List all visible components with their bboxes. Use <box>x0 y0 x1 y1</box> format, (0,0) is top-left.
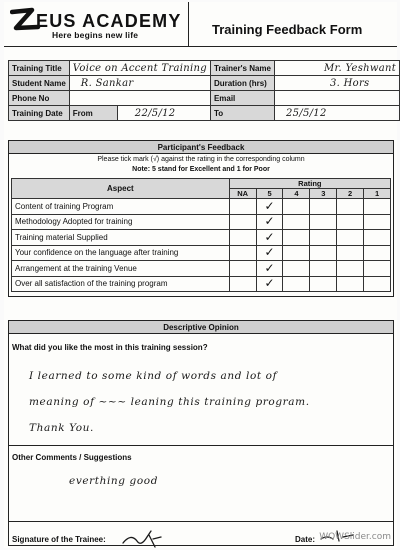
rating-cell-3[interactable] <box>310 214 337 230</box>
aspect-label: Training material Supplied <box>12 230 230 246</box>
rating-cell-4[interactable] <box>283 261 310 277</box>
checkmark-icon: ✓ <box>264 198 275 213</box>
rating-table <box>11 178 391 292</box>
rating-row <box>12 276 391 292</box>
phone-label: Phone No <box>9 91 70 106</box>
answer-line: I learned to some kind of words and lot of <box>29 370 278 382</box>
rating-cell-4[interactable] <box>283 199 310 215</box>
feedback-note: Note: 5 stand for Excellent and 1 for Poor <box>132 166 270 173</box>
trainee-signature[interactable] <box>121 527 165 549</box>
aspect-label: Content of training Program <box>12 199 230 215</box>
duration-value[interactable]: 3. Hors <box>274 76 399 91</box>
training-date-label: Training Date <box>9 106 70 121</box>
aspect-label: Your confidence on the language after training <box>12 245 230 261</box>
section-divider <box>9 521 393 522</box>
rating-col-3: 3 <box>310 189 337 199</box>
rating-cell-5[interactable] <box>256 214 283 230</box>
rating-row <box>12 245 391 261</box>
rating-cell-2[interactable] <box>337 245 364 261</box>
rating-cell-2[interactable] <box>337 261 364 277</box>
checkmark-icon: ✓ <box>264 245 275 260</box>
rating-cell-1[interactable] <box>364 214 391 230</box>
student-name-value[interactable]: R. Sankar <box>69 76 210 91</box>
rating-cell-2[interactable] <box>337 199 364 215</box>
student-name-label: Student Name <box>9 76 70 91</box>
svg-text:EUS ACADEMY: EUS ACADEMY <box>36 11 182 31</box>
training-title-value[interactable]: Voice on Accent Training <box>69 61 210 76</box>
zeus-academy-logo <box>10 6 186 46</box>
rating-cell-1[interactable] <box>364 199 391 215</box>
rating-cell-4[interactable] <box>283 230 310 246</box>
rating-rows <box>12 199 391 292</box>
feedback-section-title: Participant's Feedback <box>9 141 393 154</box>
date-label: Date: <box>295 535 316 544</box>
rating-col-na: NA <box>229 189 256 199</box>
rating-cell-na[interactable] <box>229 276 256 292</box>
rating-cell-4[interactable] <box>283 214 310 230</box>
rating-row <box>12 230 391 246</box>
rating-row <box>12 261 391 277</box>
rating-col-4: 4 <box>283 189 310 199</box>
aspect-label: Arrangement at the training Venue <box>12 261 230 277</box>
from-label: From <box>69 106 117 121</box>
rating-row <box>12 214 391 230</box>
most-liked-answer[interactable] <box>29 363 389 441</box>
rating-cell-5[interactable] <box>256 245 283 261</box>
rating-cell-na[interactable] <box>229 214 256 230</box>
rating-header: Rating <box>229 179 390 189</box>
most-liked-question: What did you like the most in this training session? <box>12 343 208 352</box>
rating-cell-3[interactable] <box>310 261 337 277</box>
other-comments-value[interactable]: everthing good <box>69 475 159 487</box>
duration-label: Duration (hrs) <box>210 76 274 91</box>
trainee-info-table <box>8 60 400 121</box>
rating-cell-1[interactable] <box>364 276 391 292</box>
training-title-label: Training Title <box>9 61 70 76</box>
checkmark-icon: ✓ <box>264 214 275 229</box>
aspect-header: Aspect <box>12 179 230 199</box>
trainer-name-label: Trainer's Name <box>210 61 274 76</box>
rating-cell-2[interactable] <box>337 276 364 292</box>
header-rule <box>4 46 397 47</box>
to-label: To <box>210 106 274 121</box>
aspect-label: Over all satisfaction of the training program <box>12 276 230 292</box>
rating-cell-1[interactable] <box>364 230 391 246</box>
rating-cell-5[interactable] <box>256 230 283 246</box>
checkmark-icon: ✓ <box>264 260 275 275</box>
rating-cell-1[interactable] <box>364 261 391 277</box>
rating-cell-3[interactable] <box>310 245 337 261</box>
signature-label: Signature of the Trainee: <box>12 535 106 544</box>
header-divider <box>188 2 189 46</box>
to-value[interactable]: 25/5/12 <box>274 106 399 121</box>
rating-col-2: 2 <box>337 189 364 199</box>
rating-col-5: 5 <box>256 189 283 199</box>
rating-cell-na[interactable] <box>229 261 256 277</box>
email-value[interactable] <box>274 91 399 106</box>
rating-cell-na[interactable] <box>229 230 256 246</box>
phone-value[interactable] <box>69 91 210 106</box>
checkmark-icon: ✓ <box>264 229 275 244</box>
answer-line: Thank You. <box>29 422 94 434</box>
form-title: Training Feedback Form <box>212 22 363 37</box>
rating-cell-4[interactable] <box>283 276 310 292</box>
rating-cell-2[interactable] <box>337 214 364 230</box>
rating-cell-5[interactable] <box>256 261 283 277</box>
rating-cell-5[interactable] <box>256 276 283 292</box>
other-comments-label: Other Comments / Suggestions <box>12 453 132 462</box>
rating-cell-na[interactable] <box>229 245 256 261</box>
rating-cell-3[interactable] <box>310 276 337 292</box>
rating-cell-na[interactable] <box>229 199 256 215</box>
email-label: Email <box>210 91 274 106</box>
feedback-form-page <box>4 2 397 548</box>
logo-tagline: Here begins new life <box>52 30 139 40</box>
rating-cell-3[interactable] <box>310 230 337 246</box>
watermark: WOWSlider.com <box>319 532 391 542</box>
rating-col-1: 1 <box>364 189 391 199</box>
feedback-instruction: Please tick mark (√) against the rating in the corresponding column <box>97 156 305 163</box>
rating-cell-3[interactable] <box>310 199 337 215</box>
participant-feedback-section <box>8 140 394 297</box>
descriptive-section-title: Descriptive Opinion <box>9 321 393 334</box>
descriptive-opinion-section <box>8 320 394 546</box>
rating-cell-1[interactable] <box>364 245 391 261</box>
rating-row <box>12 199 391 215</box>
rating-cell-2[interactable] <box>337 230 364 246</box>
trainer-name-value[interactable]: Mr. Yeshwant <box>274 61 399 76</box>
section-divider <box>9 445 393 446</box>
rating-cell-4[interactable] <box>283 245 310 261</box>
aspect-label: Methodology Adopted for training <box>12 214 230 230</box>
from-value[interactable]: 22/5/12 <box>117 106 210 121</box>
answer-line: meaning of ~~~ leaning this training program. <box>29 396 310 408</box>
rating-cell-5[interactable] <box>256 199 283 215</box>
checkmark-icon: ✓ <box>264 276 275 291</box>
